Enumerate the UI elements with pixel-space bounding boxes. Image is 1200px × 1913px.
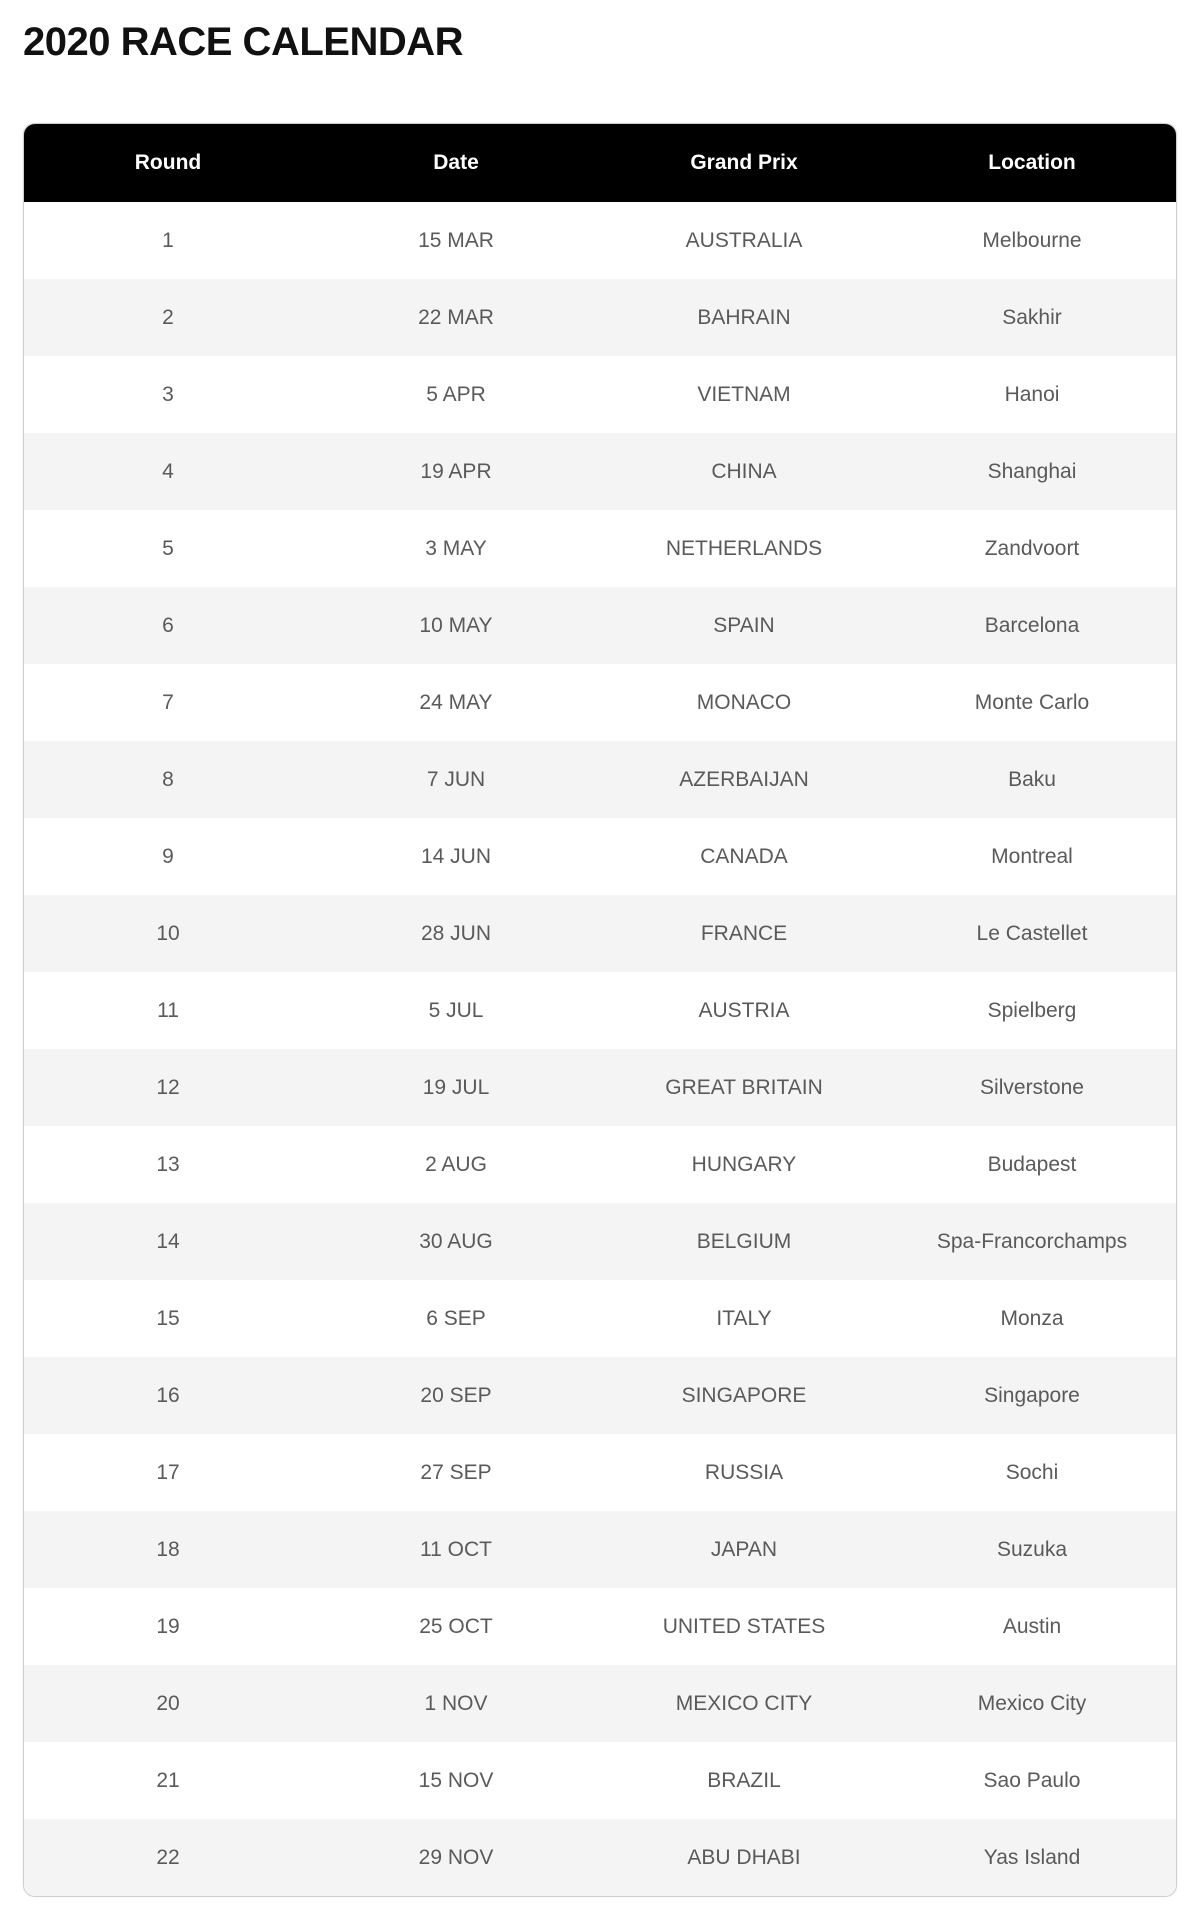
cell-location: Sochi <box>1005 1460 1059 1484</box>
cell-date: 7 JUN <box>426 767 486 791</box>
cell-grand-prix: AZERBAIJAN <box>679 767 809 791</box>
cell-round: 9 <box>162 844 174 868</box>
cell-grand-prix: RUSSIA <box>704 1460 784 1484</box>
table-row <box>24 895 1176 972</box>
table-body <box>24 202 1176 1896</box>
cell-location: Melbourne <box>982 228 1082 252</box>
cell-grand-prix: MONACO <box>696 690 792 714</box>
cell-round: 19 <box>156 1614 180 1638</box>
table-row <box>24 510 1176 587</box>
cell-date: 5 APR <box>426 382 486 406</box>
table-row <box>24 1665 1176 1742</box>
cell-round: 18 <box>156 1537 180 1561</box>
cell-grand-prix: SPAIN <box>713 613 775 637</box>
column-header-grand-prix: Grand Prix <box>690 151 798 174</box>
cell-grand-prix: MEXICO CITY <box>675 1691 813 1715</box>
cell-grand-prix: UNITED STATES <box>662 1614 826 1638</box>
cell-round: 3 <box>162 382 174 406</box>
table-row <box>24 1511 1176 1588</box>
table-row <box>24 741 1176 818</box>
cell-location: Mexico City <box>977 1691 1087 1715</box>
cell-round: 21 <box>156 1768 180 1792</box>
cell-location: Spa-Francorchamps <box>936 1229 1128 1253</box>
cell-date: 24 MAY <box>419 690 493 714</box>
cell-date: 20 SEP <box>420 1383 492 1407</box>
table-row <box>24 202 1176 279</box>
cell-round: 11 <box>157 998 179 1022</box>
cell-date: 19 JUL <box>422 1075 490 1099</box>
cell-location: Barcelona <box>984 613 1080 637</box>
cell-round: 5 <box>162 536 174 560</box>
table-header <box>24 124 1176 202</box>
cell-date: 11 OCT <box>420 1537 492 1561</box>
cell-round: 1 <box>162 228 174 252</box>
cell-round: 6 <box>162 613 174 637</box>
column-header-date: Date <box>433 151 479 174</box>
cell-date: 29 NOV <box>418 1845 494 1869</box>
cell-date: 28 JUN <box>420 921 492 945</box>
cell-date: 25 OCT <box>419 1614 493 1638</box>
cell-grand-prix: CHINA <box>711 459 777 483</box>
cell-round: 2 <box>162 305 174 329</box>
cell-location: Singapore <box>984 1383 1080 1407</box>
cell-date: 3 MAY <box>425 536 487 560</box>
cell-grand-prix: BRAZIL <box>707 1768 781 1792</box>
cell-grand-prix: NETHERLANDS <box>665 536 823 560</box>
cell-round: 17 <box>156 1460 180 1484</box>
cell-grand-prix: SINGAPORE <box>681 1383 807 1407</box>
cell-grand-prix: GREAT BRITAIN <box>665 1075 823 1099</box>
cell-round: 4 <box>162 459 174 483</box>
table-row <box>24 818 1176 895</box>
cell-location: Austin <box>1002 1614 1062 1638</box>
cell-date: 6 SEP <box>426 1306 486 1330</box>
cell-round: 7 <box>162 690 174 714</box>
cell-location: Monza <box>1000 1306 1064 1330</box>
cell-grand-prix: ABU DHABI <box>687 1845 801 1869</box>
column-header-round: Round <box>134 151 202 174</box>
race-calendar-table <box>24 124 1176 1896</box>
table-row <box>24 279 1176 356</box>
header-row <box>24 124 1176 202</box>
table-row <box>24 433 1176 510</box>
cell-date: 2 AUG <box>425 1152 487 1176</box>
table-row <box>24 972 1176 1049</box>
cell-location: Budapest <box>987 1152 1077 1176</box>
cell-location: Montreal <box>991 844 1073 868</box>
cell-round: 15 <box>156 1306 180 1330</box>
cell-location: Zandvoort <box>984 536 1080 560</box>
table-row <box>24 1588 1176 1665</box>
cell-grand-prix: AUSTRIA <box>698 998 790 1022</box>
table-row <box>24 356 1176 433</box>
table-row <box>24 1819 1176 1896</box>
cell-round: 20 <box>156 1691 180 1715</box>
cell-grand-prix: HUNGARY <box>691 1152 797 1176</box>
column-header-location: Location <box>988 151 1076 174</box>
table-row <box>24 1126 1176 1203</box>
cell-round: 12 <box>156 1075 180 1099</box>
table-row <box>24 587 1176 664</box>
cell-location: Sao Paulo <box>983 1768 1081 1792</box>
cell-location: Monte Carlo <box>974 690 1090 714</box>
page-title: 2020 RACE CALENDAR <box>23 20 463 64</box>
table-row <box>24 1357 1176 1434</box>
cell-date: 15 NOV <box>418 1768 494 1792</box>
cell-round: 14 <box>156 1229 180 1253</box>
cell-date: 19 APR <box>420 459 492 483</box>
table-row <box>24 1434 1176 1511</box>
cell-round: 10 <box>156 921 180 945</box>
cell-date: 14 JUN <box>420 844 492 868</box>
table-row <box>24 664 1176 741</box>
cell-location: Spielberg <box>987 998 1077 1022</box>
cell-date: 30 AUG <box>419 1229 493 1253</box>
table-row <box>24 1280 1176 1357</box>
cell-grand-prix: ITALY <box>716 1306 772 1330</box>
table-row <box>24 1049 1176 1126</box>
cell-location: Sakhir <box>1002 305 1062 329</box>
cell-location: Hanoi <box>1004 382 1060 406</box>
cell-location: Suzuka <box>996 1537 1068 1561</box>
cell-date: 10 MAY <box>419 613 493 637</box>
table-row <box>24 1742 1176 1819</box>
cell-location: Shanghai <box>987 459 1077 483</box>
race-calendar-card <box>23 123 1177 1897</box>
cell-grand-prix: VIETNAM <box>697 382 791 406</box>
cell-date: 5 JUL <box>428 998 484 1022</box>
cell-grand-prix: BELGIUM <box>696 1229 792 1253</box>
cell-round: 8 <box>162 767 174 791</box>
cell-round: 16 <box>156 1383 180 1407</box>
cell-location: Silverstone <box>980 1075 1084 1099</box>
cell-date: 1 NOV <box>424 1691 488 1715</box>
cell-date: 27 SEP <box>420 1460 492 1484</box>
cell-grand-prix: FRANCE <box>700 921 788 945</box>
cell-grand-prix: JAPAN <box>710 1537 778 1561</box>
cell-grand-prix: AUSTRALIA <box>685 228 803 252</box>
cell-grand-prix: CANADA <box>700 844 788 868</box>
cell-location: Yas Island <box>983 1845 1081 1869</box>
cell-location: Baku <box>1008 767 1056 791</box>
cell-date: 22 MAR <box>418 305 494 329</box>
cell-location: Le Castellet <box>976 921 1088 945</box>
cell-round: 22 <box>156 1845 180 1869</box>
cell-grand-prix: BAHRAIN <box>697 305 791 329</box>
table-row <box>24 1203 1176 1280</box>
cell-date: 15 MAR <box>418 228 494 252</box>
cell-round: 13 <box>156 1152 180 1176</box>
